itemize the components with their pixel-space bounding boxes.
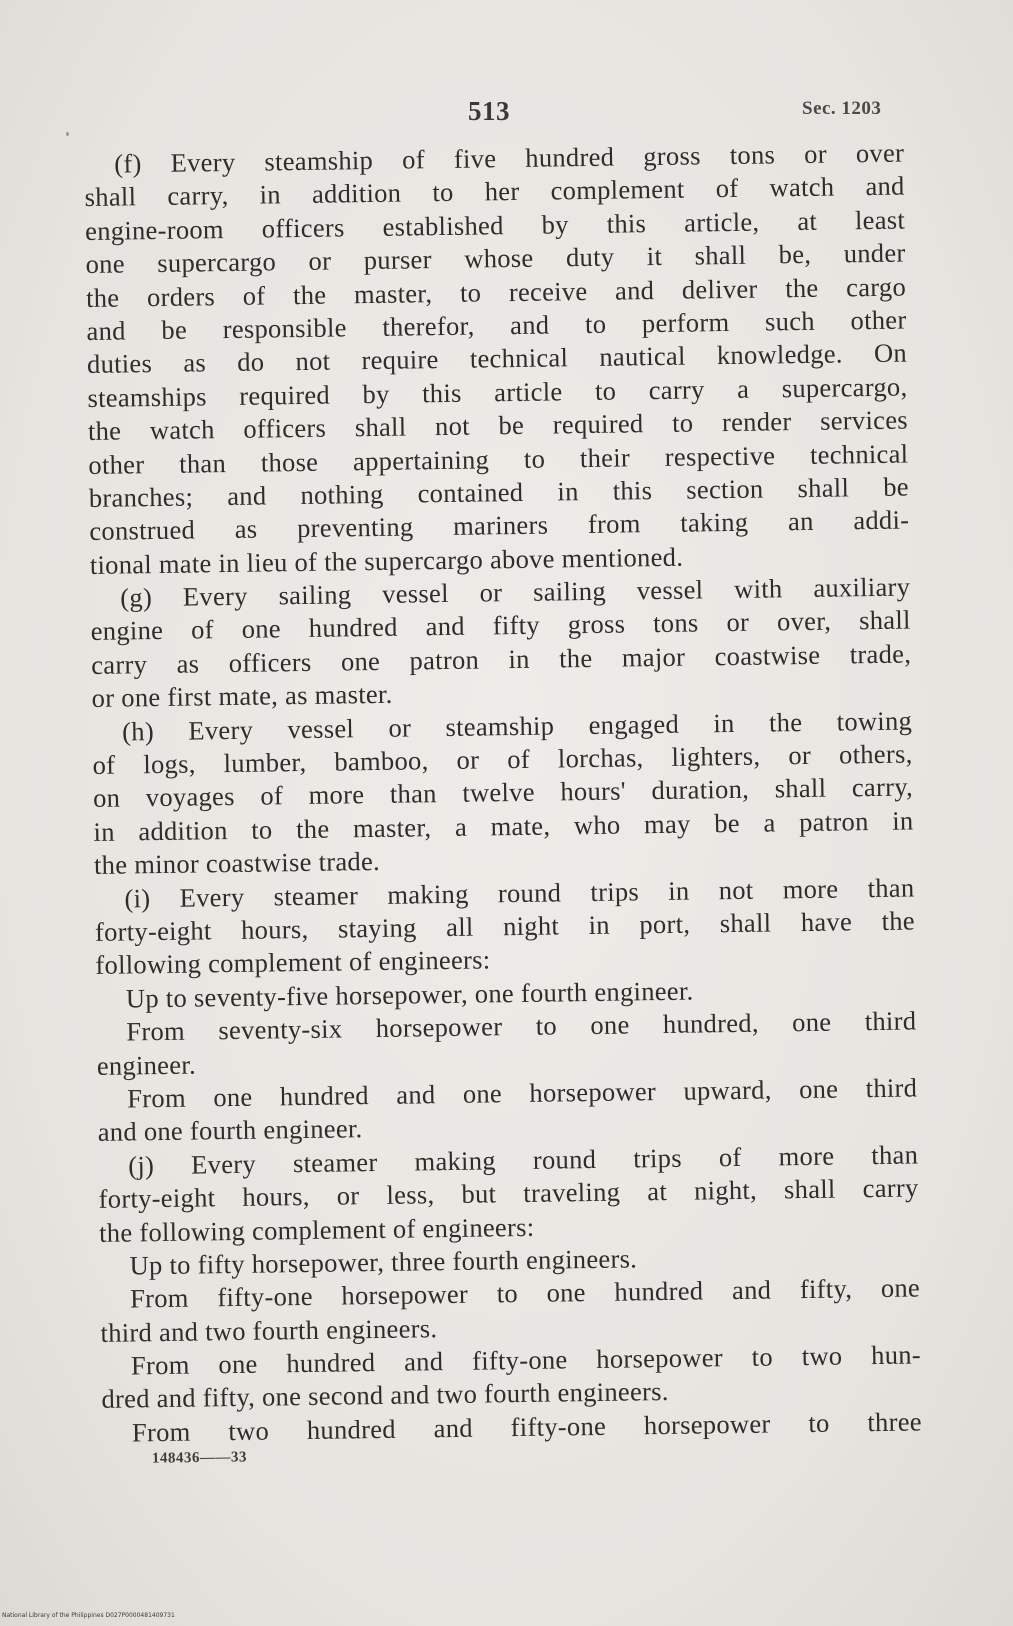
- text-line: the following complement of engineers:: [98, 1211, 535, 1248]
- text-line: (h) Every vessel or steamship engaged in the towing: [121, 705, 913, 747]
- text-line: (i) Every steamer making round trips in not more than: [124, 872, 915, 914]
- text-line: (j) Every steamer making round trips of more than: [127, 1139, 919, 1181]
- text-line: dred and fifty, one second and two fourth engineers.: [101, 1376, 669, 1415]
- text-line: From seventy-six horsepower to one hundred, one third: [126, 1005, 917, 1047]
- text-line: shall carry, in addition to her complement of watch and: [84, 170, 905, 213]
- text-line: Up to fifty horsepower, three fourth engineers.: [129, 1243, 638, 1281]
- text-line: branches; and nothing contained in this section shall be: [88, 471, 910, 513]
- text-line: steamships required by this article to carry a supercargo,: [87, 371, 908, 413]
- text-line: the minor coastwise trade.: [93, 846, 381, 881]
- text-line: or one first mate, as master.: [91, 678, 393, 714]
- text-line: of logs, lumber, bamboo, or of lorchas, lighters, or others,: [92, 738, 913, 780]
- text-line: (f) Every steamship of five hundred gross tons or over: [114, 137, 905, 179]
- text-line: one supercargo or purser whose duty it shall be, under: [85, 237, 906, 280]
- text-line: and one fourth engineer.: [97, 1113, 363, 1148]
- text-line: construed as preventing mariners from taking an addi-: [89, 504, 910, 547]
- body-text: [84, 137, 922, 1451]
- text-line: Up to seventy-five horsepower, one fourth engineer.: [125, 975, 694, 1014]
- text-line: in addition to the master, a mate, who may be a patron in: [93, 805, 914, 847]
- text-line: third and two fourth engineers.: [100, 1312, 438, 1348]
- text-line: the orders of the master, to receive and deliver the cargo: [85, 271, 907, 313]
- text-line: From fifty-one horsepower to one hundred and fifty, one: [129, 1272, 921, 1314]
- text-line: engineer.: [96, 1049, 197, 1081]
- text-line: forty-eight hours, staying all night in port, shall have the: [94, 905, 916, 947]
- text-line: duties as do not require technical nautical knowledge. On: [86, 337, 908, 380]
- printer-signature: 148436——33: [151, 1449, 248, 1467]
- text-line: other than those appertaining to their respective technical: [88, 438, 909, 480]
- library-imprint: National Library of the Philippines D027P0000481409731: [2, 1612, 175, 1619]
- text-line: on voyages of more than twelve hours' duration, shall carry,: [92, 771, 914, 814]
- text-line: engine-room officers established by this article, at least: [84, 204, 906, 246]
- page-number: 513: [468, 96, 510, 126]
- text-line: (g) Every sailing vessel or sailing vessel with auxiliary: [120, 571, 911, 613]
- text-line: From two hundred and fifty-one horsepower to three: [131, 1406, 923, 1448]
- page-header: [0, 96, 1013, 136]
- section-reference: Sec. 1203: [802, 98, 882, 119]
- text-line: forty-eight hours, or less, but traveling at night, shall carry: [98, 1172, 919, 1215]
- text-line: From one hundred and fifty-one horsepower to two hun-: [130, 1339, 922, 1381]
- text-line: carry as officers one patron in the major coastwise trade,: [91, 638, 912, 680]
- text-line: tional mate in lieu of the supercargo above mentioned.: [89, 541, 684, 580]
- text-line: following complement of engineers:: [95, 944, 491, 981]
- text-line: and be responsible therefor, and to perform such other: [86, 304, 907, 346]
- text-line: the watch officers shall not be required to render services: [87, 404, 909, 447]
- text-line: engine of one hundred and fifty gross tons or over, shall: [90, 604, 911, 647]
- text-line: From one hundred and one horsepower upward, one third: [127, 1072, 918, 1114]
